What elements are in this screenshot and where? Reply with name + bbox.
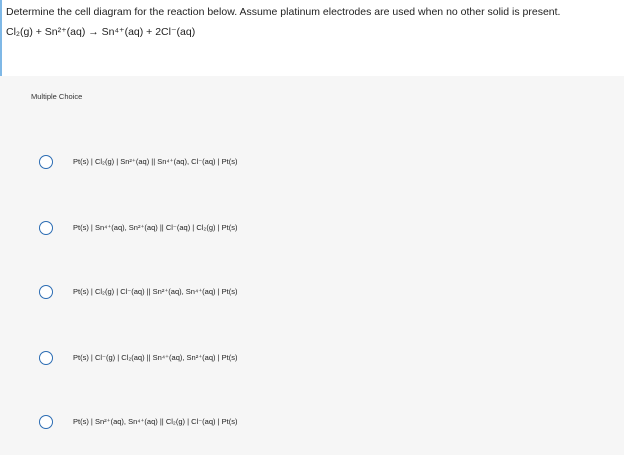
question-text: Determine the cell diagram for the reaction below. Assume platinum electrodes are used when no other solid is present. [6,6,561,18]
radio-button-icon[interactable] [39,155,53,169]
choice-3[interactable] [0,276,624,312]
choice-4-text: Pt(s) | Cl⁻(g) | Cl₂(aq) || Sn⁴⁺(aq), Sn²⁺(aq) | Pt(s) [73,353,238,362]
choice-1-text: Pt(s) | Cl₂(g) | Sn²⁺(aq) || Sn⁴⁺(aq), Cl⁻(aq) | Pt(s) [73,157,238,166]
question-stem [0,0,624,76]
radio-button-icon[interactable] [39,285,53,299]
radio-button-icon[interactable] [39,415,53,429]
radio-button-icon[interactable] [39,351,53,365]
reaction-equation: Cl₂(g) + Sn²⁺(aq) → Sn⁴⁺(aq) + 2Cl⁻(aq) [6,26,196,38]
choice-4[interactable] [0,342,624,378]
choice-2[interactable] [0,212,624,248]
answer-area [0,76,624,455]
choice-5[interactable] [0,406,624,442]
choice-1[interactable] [0,146,624,182]
choice-3-text: Pt(s) | Cl₂(g) | Cl⁻(aq) || Sn²⁺(aq), Sn⁴⁺(aq) | Pt(s) [73,287,238,296]
radio-button-icon[interactable] [39,221,53,235]
choice-2-text: Pt(s) | Sn⁴⁺(aq), Sn²⁺(aq) || Cl⁻(aq) | Cl₂(g) | Pt(s) [73,223,238,232]
choice-5-text: Pt(s) | Sn²⁺(aq), Sn⁴⁺(aq) || Cl₂(g) | Cl⁻(aq) | Pt(s) [73,417,238,426]
question-type-label: Multiple Choice [31,92,83,101]
